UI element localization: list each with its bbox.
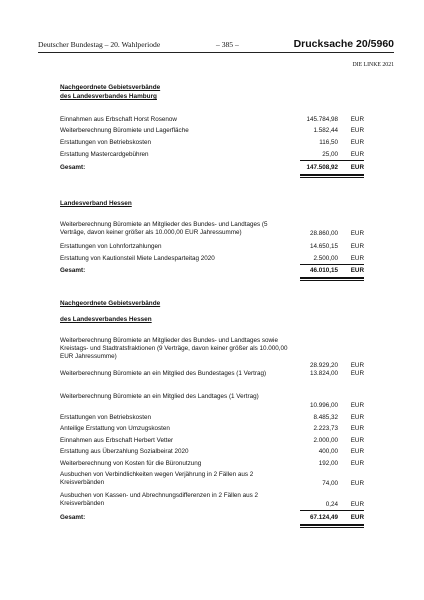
row-amount: 28.929,20: [309, 362, 338, 369]
header-document-number: Drucksache 20/5960: [293, 38, 394, 50]
total-double-rule: [300, 277, 364, 279]
section2-title: Landesverband Hessen: [60, 200, 132, 207]
subtotal-rule: [300, 264, 364, 265]
header-page-number: – 385 –: [216, 40, 239, 49]
row-label: Erstattungen von Betriebskosten: [60, 139, 152, 146]
row-currency: EUR: [350, 414, 364, 421]
row-currency: EUR: [350, 255, 364, 262]
section3-title-line2: des Landesverbandes Hessen: [60, 316, 152, 323]
party-label: DIE LINKE 2021: [352, 62, 394, 68]
total-currency: EUR: [350, 267, 364, 274]
total-currency: EUR: [350, 514, 364, 521]
row-amount: 192,00: [318, 460, 338, 467]
row-amount: 25,00: [322, 151, 338, 158]
subtotal-rule: [300, 160, 364, 161]
row-currency: EUR: [350, 139, 364, 146]
row-currency: EUR: [350, 127, 364, 134]
row-amount: 10.996,00: [309, 402, 338, 409]
subtotal-rule: [300, 510, 364, 511]
row-label: Weiterberechnung Büromiete an Mitglieder des Bundes- und Landtages sowie Kreistags- und Stadtratsfraktionen (9 Verträge, davon keiner größer als 10.000,00 EUR Jahressumme): [60, 337, 288, 361]
row-currency: EUR: [350, 425, 364, 432]
total-label: Gesamt:: [60, 164, 86, 171]
row-amount: 2.500,00: [313, 255, 338, 262]
total-amount: 67.124,49: [309, 514, 338, 521]
total-amount: 46.010,15: [309, 267, 338, 274]
row-label: Erstattung Mastercardgebühren: [60, 151, 149, 158]
row-amount: 28.860,00: [309, 230, 338, 237]
row-currency: EUR: [350, 437, 364, 444]
section1-title-line1: Nachgeordnete Gebietsverbände: [60, 84, 161, 91]
page-header: [38, 38, 394, 53]
row-label: Weiterberechnung von Kosten für die Büronutzung: [60, 460, 202, 467]
total-double-rule: [300, 280, 364, 281]
row-amount: 0,24: [325, 501, 338, 508]
total-double-rule: [300, 174, 364, 176]
row-currency: EUR: [350, 230, 364, 237]
row-label: Einnahmen aus Erbschaft Horst Rosenow: [60, 116, 177, 123]
row-amount: 8.485,32: [313, 414, 338, 421]
row-currency: EUR: [350, 402, 364, 409]
row-label: Einnahmen aus Erbschaft Herbert Vetter: [60, 437, 174, 444]
row-amount: 145.784,98: [306, 116, 338, 123]
total-double-rule: [300, 524, 364, 526]
section1-title-line2: des Landesverbandes Hamburg: [60, 93, 157, 100]
row-label: Weiterberechnung Büromiete an Mitglieder des Bundes- und Landtages (5 Verträge, davon keiner größer als 10.000,00 EUR Jahressumme): [60, 221, 268, 237]
row-amount: 13.824,00: [309, 370, 338, 377]
row-amount: 2.223,73: [313, 425, 338, 432]
total-double-rule: [300, 527, 364, 528]
row-amount: 2.000,00: [313, 437, 338, 444]
total-amount: 147.508,92: [306, 164, 338, 171]
row-currency: EUR: [350, 362, 364, 369]
total-label: Gesamt:: [60, 267, 86, 274]
row-label: Weiterberechnung Büromiete an ein Mitglied des Bundestages (1 Vertrag): [60, 370, 267, 377]
header-publication: Deutscher Bundestag – 20. Wahlperiode: [38, 40, 161, 49]
row-currency: EUR: [350, 370, 364, 377]
row-currency: EUR: [350, 116, 364, 123]
row-amount: 14.650,15: [309, 243, 338, 250]
row-label: Anteilige Erstattung von Umzugskosten: [60, 425, 170, 432]
row-label: Ausbuchen von Kassen- und Abrechnungsdifferenzen in 2 Fällen aus 2 Kreisverbänden: [60, 492, 259, 508]
row-label: Weiterberechnung Büromiete an ein Mitglied des Landtages (1 Vertrag): [60, 393, 259, 400]
row-currency: EUR: [350, 460, 364, 467]
total-currency: EUR: [350, 164, 364, 171]
row-amount: 116,50: [319, 139, 338, 146]
row-currency: EUR: [350, 243, 364, 250]
row-amount: 74,00: [322, 480, 338, 487]
section3-title-line1: Nachgeordnete Gebietsverbände: [60, 300, 161, 307]
row-amount: 1.582,44: [313, 127, 338, 134]
total-label: Gesamt:: [60, 514, 86, 521]
row-label: Erstattungen von Betriebskosten: [60, 414, 152, 421]
row-label: Ausbuchen von Verbindlichkeiten wegen Verjährung in 2 Fällen aus 2 Kreisverbänden: [60, 471, 254, 487]
row-label: Erstattung von Kautionsteil Miete Landesparteitag 2020: [60, 255, 215, 262]
row-currency: EUR: [350, 501, 364, 508]
row-amount: 400,00: [318, 448, 338, 455]
row-label: Erstattung aus Überzahlung Sozialbeirat 2020: [60, 448, 189, 455]
row-label: Weiterberechnung Büromiete und Lagerfläche: [60, 127, 189, 134]
row-label: Erstattungen von Lohnfortzahlungen: [60, 243, 162, 250]
row-currency: EUR: [350, 480, 364, 487]
total-double-rule: [300, 177, 364, 178]
row-currency: EUR: [350, 151, 364, 158]
row-currency: EUR: [350, 448, 364, 455]
